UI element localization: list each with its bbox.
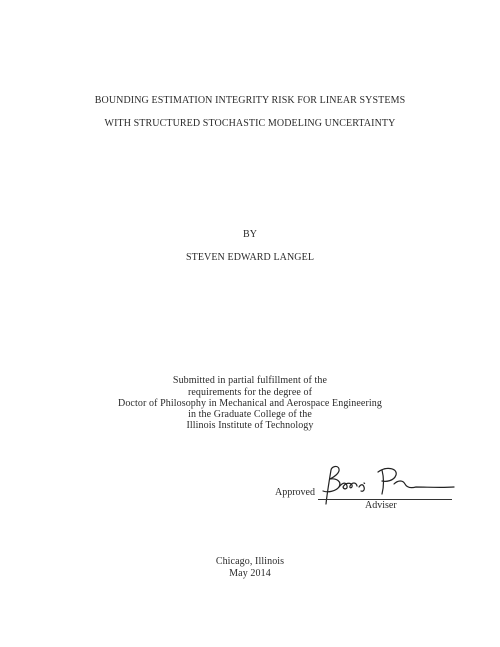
- thesis-title-line-1: BOUNDING ESTIMATION INTEGRITY RISK FOR LINEAR SYSTEMS: [94, 95, 406, 106]
- by-label: BY: [242, 229, 258, 240]
- submission-date: May 2014: [229, 568, 271, 579]
- author-name: STEVEN EDWARD LANGEL: [185, 252, 315, 263]
- submission-line: Doctor of Philosophy in Mechanical and Aerospace Engineering: [118, 398, 382, 409]
- submission-line: Submitted in partial fulfillment of the: [172, 375, 328, 386]
- submission-line: Illinois Institute of Technology: [186, 420, 314, 431]
- submission-line: requirements for the degree of: [187, 387, 313, 398]
- place-of-submission: Chicago, Illinois: [215, 556, 285, 567]
- approved-label: Approved: [275, 487, 315, 498]
- thesis-title-line-2: WITH STRUCTURED STOCHASTIC MODELING UNCERTAINTY: [104, 118, 396, 129]
- submission-line: in the Graduate College of the: [188, 409, 312, 420]
- adviser-label: Adviser: [365, 500, 397, 511]
